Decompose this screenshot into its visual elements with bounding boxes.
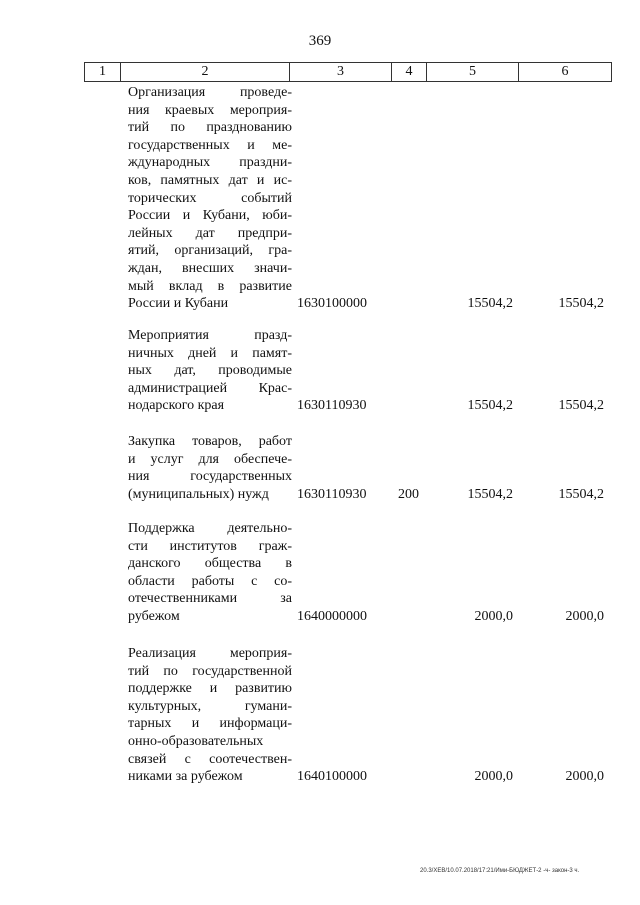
row-description (128, 84, 292, 313)
description-line: ния государственных (128, 469, 292, 485)
description-line: онно-образовательных (128, 733, 264, 749)
description-line: государственных и ме- (128, 137, 292, 153)
target-code: 1640000000 (297, 609, 367, 624)
amount-col-5: 2000,0 (474, 609, 513, 624)
description-line: ждан, внесших значи- (128, 260, 292, 276)
amount-col-6: 15504,2 (558, 296, 604, 312)
description-line: Закупка товаров, работ (128, 434, 292, 449)
amount-col-5: 15504,2 (467, 296, 513, 312)
amount-col-6: 2000,0 (565, 769, 604, 785)
description-line: торических событий (128, 190, 292, 206)
description-line: тий по празднованию (128, 120, 292, 136)
header-col-2: 2 (121, 63, 290, 81)
amount-col-6: 15504,2 (558, 398, 604, 414)
amount-col-5: 2000,0 (474, 769, 513, 785)
description-line: нодарского края (128, 398, 225, 414)
description-line: Мероприятия празд- (128, 328, 292, 343)
target-code: 1630110930 (297, 398, 367, 414)
description-line: ничных дней и памят- (128, 345, 292, 361)
target-code: 1640100000 (297, 769, 367, 785)
description-line: рубежом (128, 608, 180, 624)
header-col-6: 6 (561, 64, 569, 79)
description-line: тарных и информаци- (128, 716, 292, 732)
amount-col-5: 15504,2 (467, 486, 513, 502)
description-line: Реализация мероприя- (128, 646, 292, 661)
target-code: 1630110930 (297, 486, 367, 502)
description-line: (муниципальных) нужд (128, 486, 269, 502)
description-line: ков, памятных дат и ис- (128, 172, 292, 188)
header-col-4: 4 (392, 63, 427, 81)
amount-col-5: 15504,2 (467, 398, 513, 414)
description-line: никами за рубежом (128, 769, 243, 785)
description-line: области работы с со- (128, 573, 292, 589)
description-line: России и Кубани, юби- (128, 208, 292, 224)
row-description (128, 645, 292, 786)
description-line: ятий, организаций, гра- (128, 243, 292, 259)
description-line: ждународных праздни- (128, 155, 292, 171)
description-line: Организация проведе- (128, 85, 292, 100)
description-line: культурных, гумани- (128, 698, 292, 714)
amount-col-6: 2000,0 (565, 609, 604, 624)
header-col-3: 3 (290, 63, 392, 81)
description-line: связей с соотечествен- (128, 751, 292, 767)
description-line: отечественниками за (128, 591, 292, 607)
row-description (128, 327, 292, 415)
header-col-1: 1 (85, 63, 121, 81)
description-line: данского общества в (128, 556, 292, 572)
description-line: поддержке и развитию (128, 681, 292, 697)
description-line: и услуг для обеспече- (128, 451, 292, 467)
target-code: 1630100000 (297, 296, 367, 312)
description-line: России и Кубани (128, 296, 229, 312)
page-number: 369 (308, 33, 332, 49)
description-line: тий по государственной (128, 663, 292, 679)
row-description (128, 520, 292, 626)
footer-stamp: 20.3/ХЕВ/10.07.2018/17:21/Ими-БЮДЖЕТ-2 -ч- закон-3 ч. (420, 868, 580, 874)
description-line: сти институтов граж- (128, 538, 292, 554)
header-col-5: 5 (427, 63, 519, 81)
description-line: ных дат, проводимые (128, 363, 292, 379)
expense-type: 200 (398, 486, 419, 502)
description-line: администрацией Крас- (128, 380, 292, 396)
amount-col-6: 15504,2 (558, 486, 604, 502)
description-line: лейных дат предпри- (128, 225, 292, 241)
row-description (128, 433, 292, 503)
description-line: ния краевых мероприя- (128, 102, 292, 118)
description-line: Поддержка деятельно- (128, 521, 292, 536)
description-line: мый вклад в развитие (128, 278, 292, 294)
table-header-row (84, 62, 612, 82)
